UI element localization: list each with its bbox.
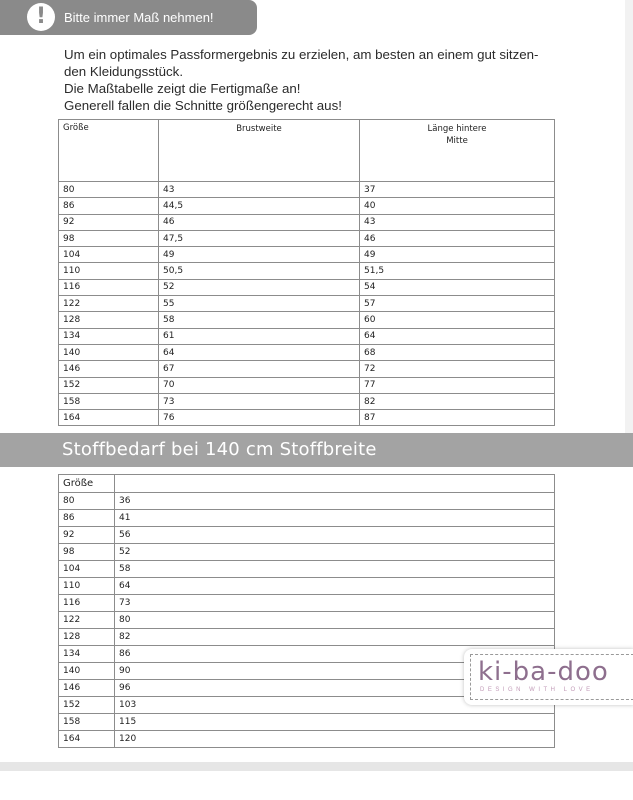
table-cell: 122	[59, 612, 115, 629]
table-cell: 43	[360, 214, 555, 230]
table-cell: 90	[115, 663, 555, 680]
logo-tagline: DESIGN WITH LOVE	[480, 687, 594, 693]
table-cell: 54	[360, 279, 555, 295]
table-row	[59, 230, 555, 246]
table-cell: 115	[115, 714, 555, 731]
table-cell: 73	[115, 595, 555, 612]
table-cell: 158	[59, 714, 115, 731]
table-cell: 82	[360, 393, 555, 409]
table-cell: 60	[360, 312, 555, 328]
table-cell: 46	[360, 230, 555, 246]
table-cell: 128	[59, 312, 159, 328]
table-cell: 98	[59, 230, 159, 246]
intro-line: Generell fallen die Schnitte größengerecht aus!	[64, 98, 342, 113]
table-cell: 56	[115, 527, 555, 544]
intro-line: Um ein optimales Passformergebnis zu erzielen, am besten an einem gut sitzen-	[64, 47, 539, 62]
table-row	[59, 393, 555, 409]
table-cell: 116	[59, 279, 159, 295]
table-cell: 103	[115, 697, 555, 714]
table-cell: 36	[115, 493, 555, 510]
table-cell: 152	[59, 697, 115, 714]
table-cell: 152	[59, 377, 159, 393]
table-cell: 164	[59, 731, 115, 748]
intro-text	[64, 46, 564, 114]
table-cell: 86	[59, 510, 115, 527]
table-row	[59, 527, 555, 544]
fabric-header-amount	[115, 475, 555, 493]
notice-banner	[0, 0, 257, 35]
table-cell: 92	[59, 214, 159, 230]
table-cell: 120	[115, 731, 555, 748]
table-cell: 76	[159, 410, 360, 426]
table-cell: 158	[59, 393, 159, 409]
fabric-section-band	[0, 433, 633, 467]
table-cell: 140	[59, 663, 115, 680]
fabric-table-body	[59, 493, 555, 748]
table-cell: 52	[159, 279, 360, 295]
table-cell: 64	[115, 578, 555, 595]
table-cell: 51,5	[360, 263, 555, 279]
table-cell: 146	[59, 361, 159, 377]
table-cell: 43	[159, 182, 360, 198]
table-cell: 44,5	[159, 198, 360, 214]
table-cell: 57	[360, 296, 555, 312]
table-row	[59, 263, 555, 279]
table-cell: 67	[159, 361, 360, 377]
table-cell: 140	[59, 344, 159, 360]
table-row	[59, 198, 555, 214]
table-cell: 47,5	[159, 230, 360, 246]
intro-line: Die Maßtabelle zeigt die Fertigmaße an!	[64, 81, 301, 96]
table-row	[59, 578, 555, 595]
intro-line: den Kleidungsstück.	[64, 64, 184, 79]
table-row	[59, 328, 555, 344]
table-row	[59, 612, 555, 629]
notice-text: Bitte immer Maß nehmen!	[64, 10, 214, 25]
header-chest-width: Brustweite	[159, 120, 360, 182]
table-cell: 110	[59, 578, 115, 595]
table-row	[59, 510, 555, 527]
table-cell: 146	[59, 680, 115, 697]
table-row	[59, 377, 555, 393]
table-cell: 70	[159, 377, 360, 393]
table-cell: 104	[59, 247, 159, 263]
table-cell: 134	[59, 328, 159, 344]
table-cell: 58	[115, 561, 555, 578]
table-cell: 164	[59, 410, 159, 426]
table-row	[59, 561, 555, 578]
table-cell: 61	[159, 328, 360, 344]
table-cell: 41	[115, 510, 555, 527]
table-cell: 92	[59, 527, 115, 544]
fabric-table-header-row	[59, 475, 555, 493]
table-cell: 49	[360, 247, 555, 263]
table-row	[59, 344, 555, 360]
exclamation-icon: !	[27, 3, 55, 31]
table-cell: 82	[115, 629, 555, 646]
fabric-header-size: Größe	[59, 475, 115, 493]
table-row	[59, 493, 555, 510]
table-cell: 122	[59, 296, 159, 312]
table-row	[59, 714, 555, 731]
table-cell: 73	[159, 393, 360, 409]
table-row	[59, 182, 555, 198]
table-cell: 68	[360, 344, 555, 360]
table-row	[59, 361, 555, 377]
table-cell: 98	[59, 544, 115, 561]
size-table	[58, 119, 555, 426]
table-row	[59, 312, 555, 328]
table-cell: 64	[360, 328, 555, 344]
table-row	[59, 544, 555, 561]
page-edge-strip	[625, 0, 633, 433]
table-row	[59, 296, 555, 312]
table-cell: 116	[59, 595, 115, 612]
table-cell: 86	[59, 198, 159, 214]
table-cell: 128	[59, 629, 115, 646]
kibadoo-logo	[464, 649, 633, 705]
table-cell: 58	[159, 312, 360, 328]
table-cell: 55	[159, 296, 360, 312]
table-cell: 40	[360, 198, 555, 214]
table-cell: 72	[360, 361, 555, 377]
header-back-length	[360, 120, 555, 182]
table-cell: 134	[59, 646, 115, 663]
table-row	[59, 731, 555, 748]
table-row	[59, 595, 555, 612]
header-size: Größe	[59, 120, 159, 182]
size-table-header-row	[59, 120, 555, 182]
logo-wordmark: ki-ba-doo	[478, 657, 609, 687]
table-row	[59, 410, 555, 426]
table-cell: 87	[360, 410, 555, 426]
fabric-section-title: Stoffbedarf bei 140 cm Stoffbreite	[62, 439, 377, 460]
table-cell: 80	[59, 182, 159, 198]
table-cell: 46	[159, 214, 360, 230]
bottom-band	[0, 762, 633, 771]
table-cell: 37	[360, 182, 555, 198]
table-cell: 86	[115, 646, 555, 663]
table-cell: 80	[59, 493, 115, 510]
table-cell: 64	[159, 344, 360, 360]
table-row	[59, 214, 555, 230]
size-table-body	[59, 182, 555, 426]
table-cell: 50,5	[159, 263, 360, 279]
table-row	[59, 247, 555, 263]
table-cell: 96	[115, 680, 555, 697]
table-cell: 77	[360, 377, 555, 393]
table-cell: 104	[59, 561, 115, 578]
table-cell: 110	[59, 263, 159, 279]
table-cell: 52	[115, 544, 555, 561]
table-cell: 49	[159, 247, 360, 263]
header-back-length-text: Länge hintere Mitte	[427, 124, 487, 146]
table-row	[59, 629, 555, 646]
table-cell: 80	[115, 612, 555, 629]
fabric-table	[58, 474, 555, 748]
table-row	[59, 279, 555, 295]
